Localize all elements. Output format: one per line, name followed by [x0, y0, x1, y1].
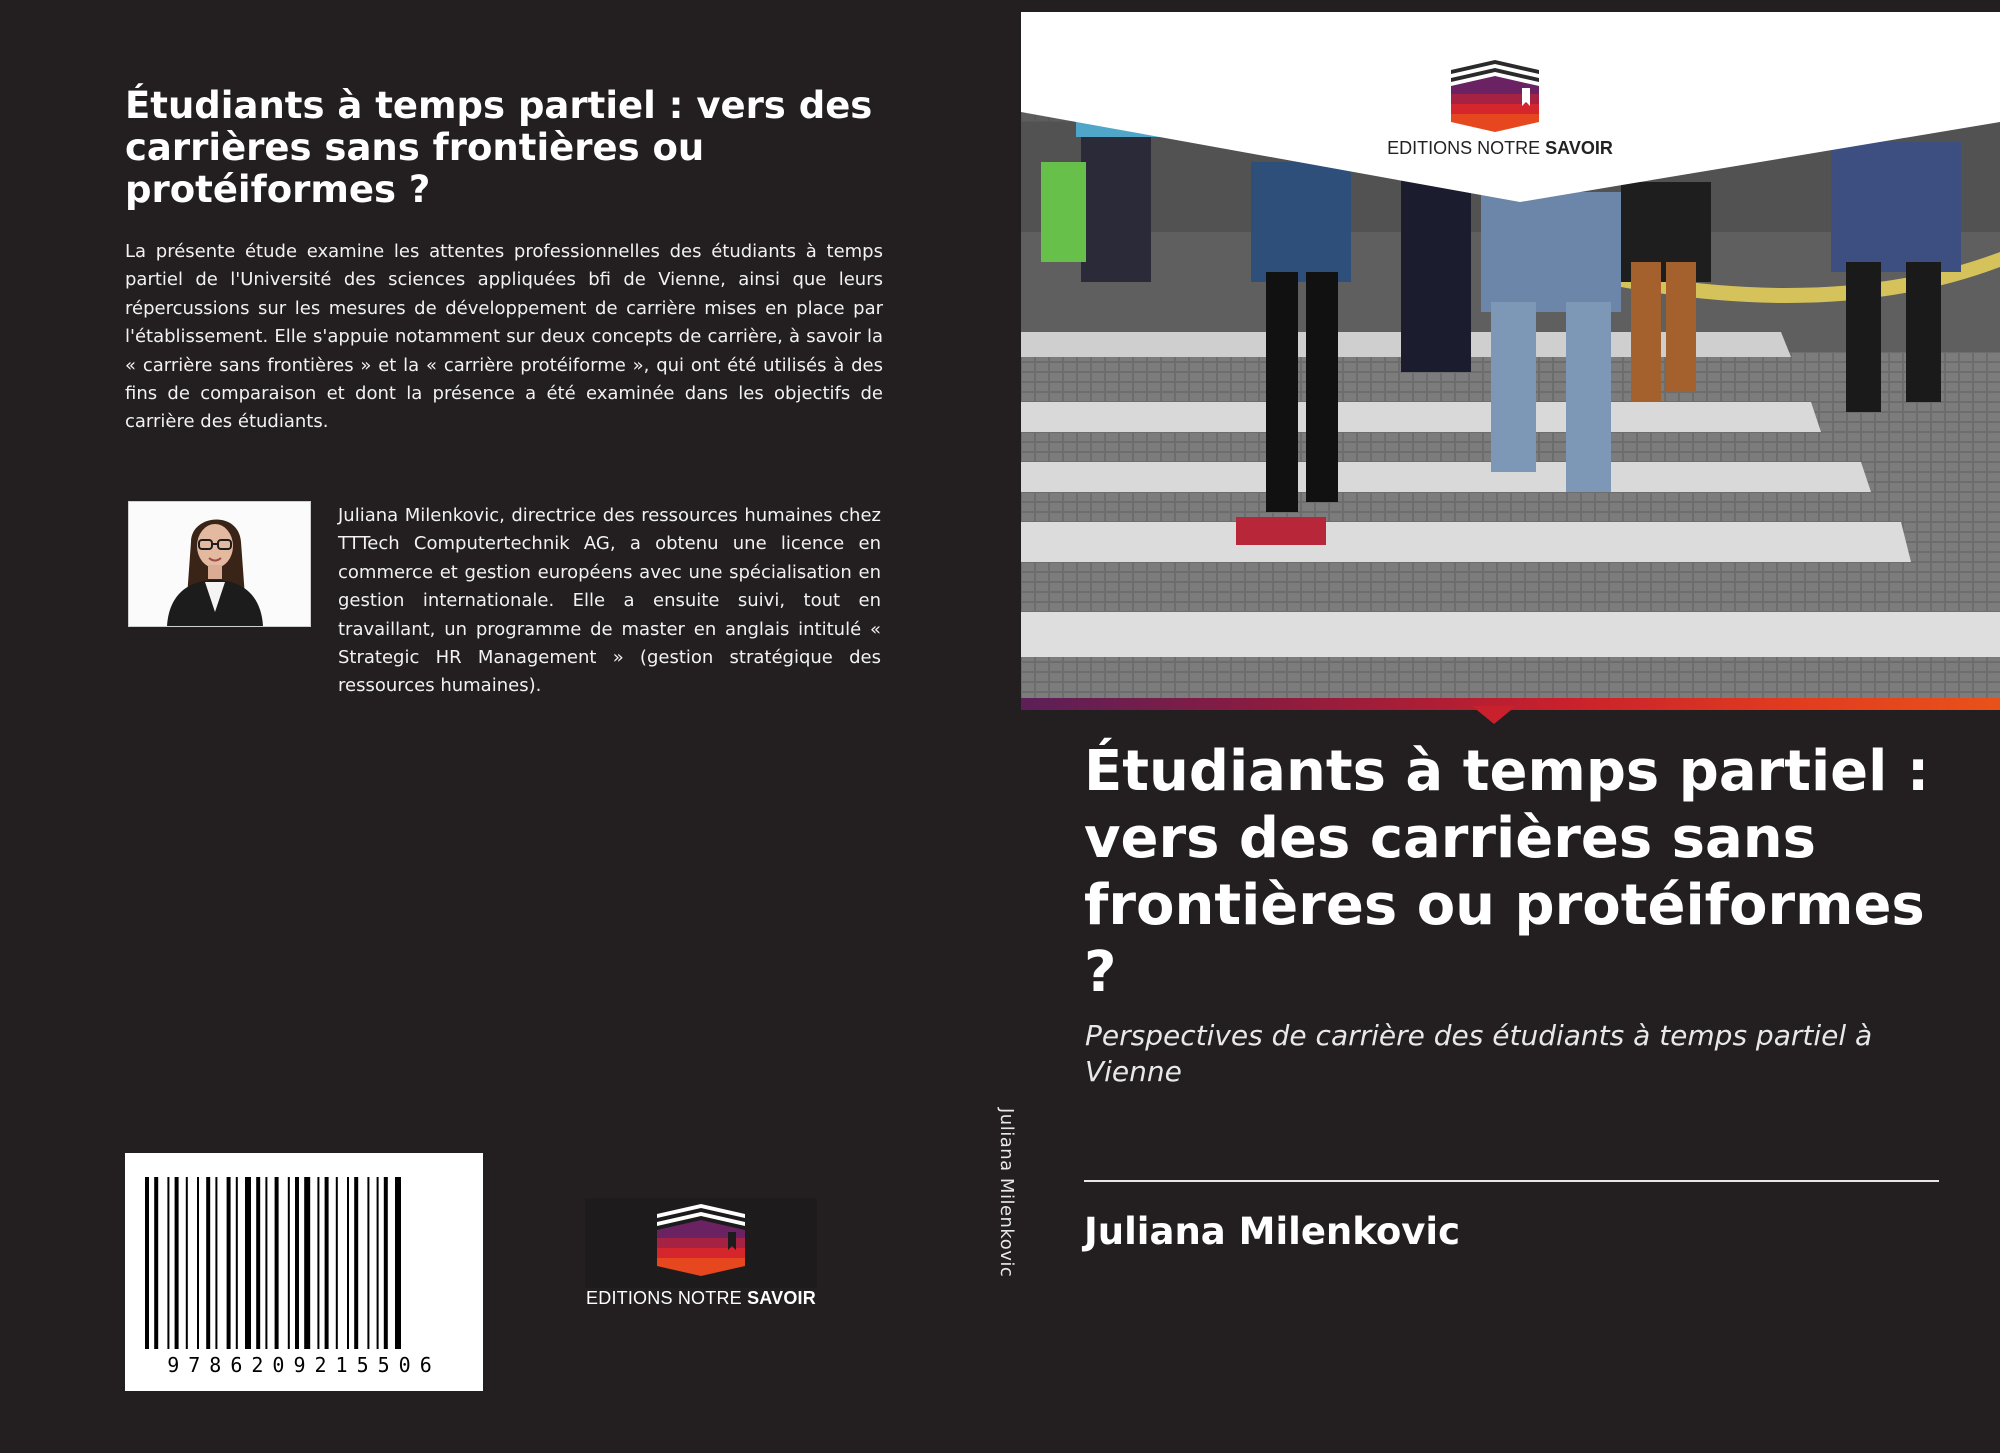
- barcode-bar: [197, 1177, 199, 1349]
- author-bio: Juliana Milenkovic, directrice des ressources humaines chez TTTech Computertechnik AG, a obtenu une licence en commerce et gestion européens avec une spécialisation en gestion internationale. Elle a ensuite suivi, tout en travaillant, un programme de master en anglais intitulé « Strategic HR Management » (gestion stratégique des ressources humaines).: [338, 505, 881, 697]
- front-cover-photo: [1021, 12, 2000, 698]
- front-cover-subtitle: Perspectives de carrière des étudiants à temps partiel à Vienne: [1085, 1019, 1873, 1088]
- front-cover-title: Étudiants à temps partiel : vers des carrières sans frontières ou protéiformes ?: [1084, 739, 1930, 1005]
- barcode-digits: 9786209215506: [167, 1353, 441, 1377]
- band-notch: [1472, 706, 1516, 724]
- crosswalk-pedestrians-photo: [1021, 12, 2000, 698]
- barcode-bar: [317, 1177, 319, 1349]
- back-cover-blurb: La présente étude examine les attentes professionnelles des étudiants à temps partiel de l'Université des sciences appliquées bfi de Vienne, ainsi que leurs répercussions sur les mesures de développement de carrière mises en place par l'établissement. Elle s'appuie notamment sur deux concepts de carrière, à savoir la « carrière sans frontières » et la « carrière protéiforme », qui ont été utilisés à des fins de comparaison et dont la présence a été examinée dans les objectifs de carrière des étudiants.: [125, 241, 883, 433]
- front-cover-author: Juliana Milenkovic: [1084, 1210, 1461, 1253]
- author-photo: [128, 501, 311, 627]
- barcode-bar: [256, 1177, 260, 1349]
- barcode-bar: [325, 1177, 329, 1349]
- barcode-bar: [236, 1177, 238, 1349]
- publisher-prefix: EDITIONS NOTRE: [586, 1288, 748, 1308]
- barcode-bar: [175, 1177, 179, 1349]
- back-cover-title: Étudiants à temps partiel : vers des carrières sans frontières ou protéiformes ?: [125, 84, 873, 211]
- barcode-bar: [295, 1177, 299, 1349]
- publisher-prefix: EDITIONS NOTRE: [1387, 138, 1546, 158]
- barcode-bar: [275, 1177, 279, 1349]
- barcode-bar: [347, 1177, 349, 1349]
- barcode-bar: [384, 1177, 388, 1349]
- stacked-books-icon: [585, 1198, 817, 1288]
- barcode-bar: [227, 1177, 231, 1349]
- title-divider: [1084, 1180, 1939, 1182]
- isbn-barcode: [125, 1153, 483, 1391]
- barcode-bar: [395, 1177, 401, 1349]
- barcode-bar: [145, 1177, 149, 1349]
- barcode-bar: [186, 1177, 188, 1349]
- publisher-name-bold: SAVOIR: [1545, 138, 1613, 158]
- barcode-bar: [215, 1177, 217, 1349]
- back-publisher-logo: [585, 1198, 817, 1316]
- barcode-bar: [354, 1177, 358, 1349]
- barcode-bar: [377, 1177, 379, 1349]
- stacked-books-icon: [1451, 60, 1539, 132]
- barcode-bar: [304, 1177, 310, 1349]
- publisher-name-bold: SAVOIR: [747, 1288, 816, 1308]
- portrait-photo-icon: [129, 502, 310, 626]
- barcode-bar: [154, 1177, 158, 1349]
- barcode-bar: [245, 1177, 251, 1349]
- spine-author: Juliana Milenkovic: [996, 1108, 1017, 1278]
- barcode-bar: [336, 1177, 338, 1349]
- barcode-bar: [206, 1177, 210, 1349]
- barcode-bar: [265, 1177, 267, 1349]
- back-publisher-name: [585, 1288, 817, 1309]
- barcode-bar: [288, 1177, 290, 1349]
- barcode-bar: [167, 1177, 169, 1349]
- barcode-bar: [367, 1177, 369, 1349]
- front-publisher-name: [1300, 138, 1700, 159]
